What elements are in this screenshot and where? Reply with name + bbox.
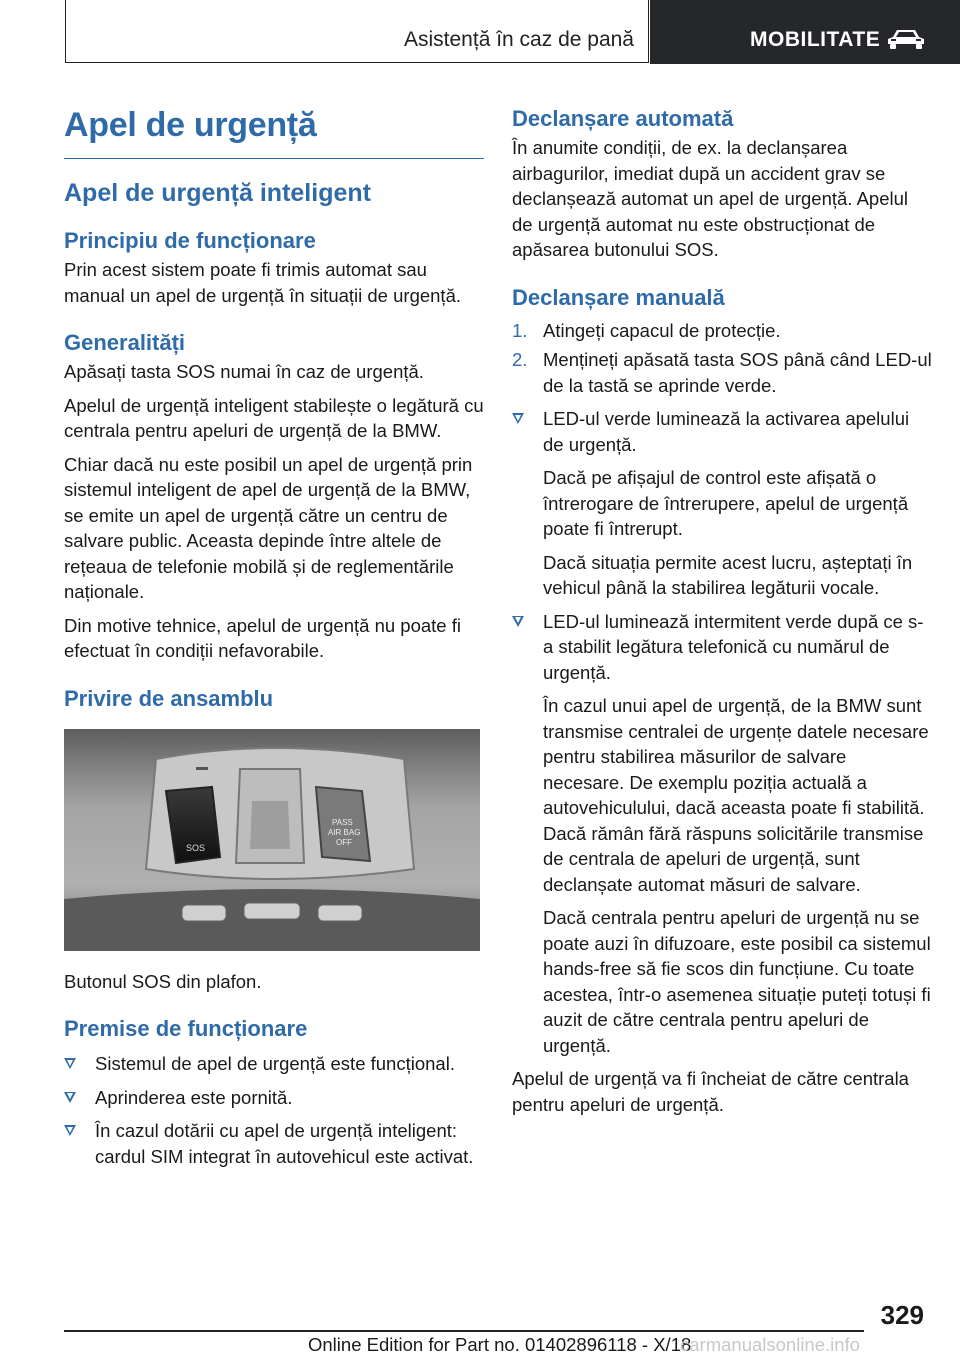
bullet-triangle-icon: [512, 413, 524, 424]
footer-rule: [64, 1330, 864, 1332]
photo-caption: Butonul SOS din plafon.: [64, 970, 262, 992]
paragraph: Apelul de urgență inteligent stabilește o legătură cu centrala pentru apeluri de urgență de la BMW.: [64, 394, 484, 441]
paragraph: Prin acest sistem poate fi trimis automat sau manual un apel de urgență în situații de urgență.: [64, 259, 462, 306]
heading-premise: Premise de funcționare: [64, 1016, 308, 1041]
indented-paragraph: Dacă pe afișajul de control este afișată o întrerogare de întrerupere, apelul de urgență poate fi întrerupt.: [543, 467, 909, 539]
photo-sos-label: SOS: [186, 842, 206, 853]
footer-watermark: carmanualsonline.info: [680, 1334, 860, 1355]
paragraph: Chiar dacă nu este posibil un apel de urgență prin sistemul inteligent de apel de urgență de la BMW, se emite un apel de urgență către un centru de salvare public. Aceasta depinde între altele de rețeaua de telefonie mobilă și de reglementările naționale.: [64, 453, 473, 602]
section-title: Asistență în caz de pană: [404, 28, 634, 51]
sos-button-photo: [64, 729, 480, 951]
ceiling-panel-illustration: [64, 729, 480, 951]
bullet-triangle-icon: [64, 1058, 76, 1069]
step-item: 2. Mențineți apăsată tasta SOS până când LED-ul de la tastă se aprinde verde.: [512, 349, 932, 396]
photo-off-label: OFF: [336, 837, 352, 847]
bullet-triangle-icon: [512, 616, 524, 627]
car-icon: [884, 24, 928, 54]
heading-declansare-manuala: Declanșare manuală: [512, 284, 725, 310]
subtitle: Apel de urgență inteligent: [64, 179, 371, 207]
indented-paragraph: Dacă situația permite acest lucru, așteptați în vehicul până la stabilirea legăturii vocale.: [543, 551, 913, 598]
heading-generalitati: Generalități: [64, 330, 186, 355]
heading-principiu: Principiu de funcționare: [64, 228, 316, 253]
indented-paragraph: Dacă centrala pentru apeluri de urgență nu se poate auzi în difuzoare, este posibil ca sistemul hands-free să fie scos din funcțiune. Cu toate acestea, într-o asemenea situație puteți totuși fi auzit de către centrala pentru apeluri de urgență.: [543, 907, 931, 1056]
indented-paragraph: În cazul unui apel de urgență, de la BMW sunt transmise centralei de urgențe datele necesare pentru stabilirea măsurilor de salvare necesare. De exemplu poziția actuală a autovehiculului, dacă aceasta poate fi stabilită. Dacă rămân fără răspuns solicitările transmise de centrala de apeluri de urgență, sunt declanșate automat măsuri de salvare.: [543, 695, 929, 895]
heading-privire: Privire de ansamblu: [64, 685, 274, 711]
chapter-label: MOBILITATE: [750, 28, 881, 51]
list-item: Sistemul de apel de urgență este funcțional.: [64, 1051, 484, 1077]
heading-declansare-automata: Declanșare automată: [512, 106, 734, 131]
bullet-triangle-icon: [64, 1125, 76, 1136]
list-item: LED-ul luminează intermitent verde după ce s-a stabilit legătura telefonică cu numărul de urgență.: [512, 609, 932, 686]
page-title: Apel de urgență: [64, 103, 484, 159]
footer-edition: Online Edition for Part no. 01402896118 - X/18: [308, 1334, 692, 1355]
page-number: 329: [880, 1300, 924, 1330]
right-column: [512, 103, 932, 1117]
chapter-tab[interactable]: [650, 0, 960, 64]
step-item: 1. Atingeți capacul de protecție.: [512, 319, 781, 341]
list-item: LED-ul verde luminează la activarea apelului de urgență.: [512, 406, 932, 457]
bullet-triangle-icon: [64, 1092, 76, 1103]
paragraph: Apăsați tasta SOS numai în caz de urgență.: [64, 361, 424, 382]
left-column: [64, 103, 484, 1169]
header-frame: [65, 0, 649, 63]
photo-airbag-label: AIR BAG: [328, 827, 361, 837]
list-item: În cazul dotării cu apel de urgență inteligent: cardul SIM integrat în autovehicul este activat.: [64, 1118, 484, 1169]
paragraph: În anumite condiții, de ex. la declanșarea airbagurilor, imediat după un accident grav se declanșează automat un apel de urgență. Apelul de urgență automat nu este obstrucționat de apăsarea butonului SOS.: [512, 137, 908, 260]
list-item: Aprinderea este pornită.: [64, 1085, 484, 1111]
paragraph: Apelul de urgență va fi încheiat de către centrala pentru apeluri de urgență.: [512, 1068, 909, 1115]
photo-pass-label: PASS: [332, 817, 353, 827]
paragraph: Din motive tehnice, apelul de urgență nu poate fi efectuat în condiții nefavorabile.: [64, 614, 461, 661]
